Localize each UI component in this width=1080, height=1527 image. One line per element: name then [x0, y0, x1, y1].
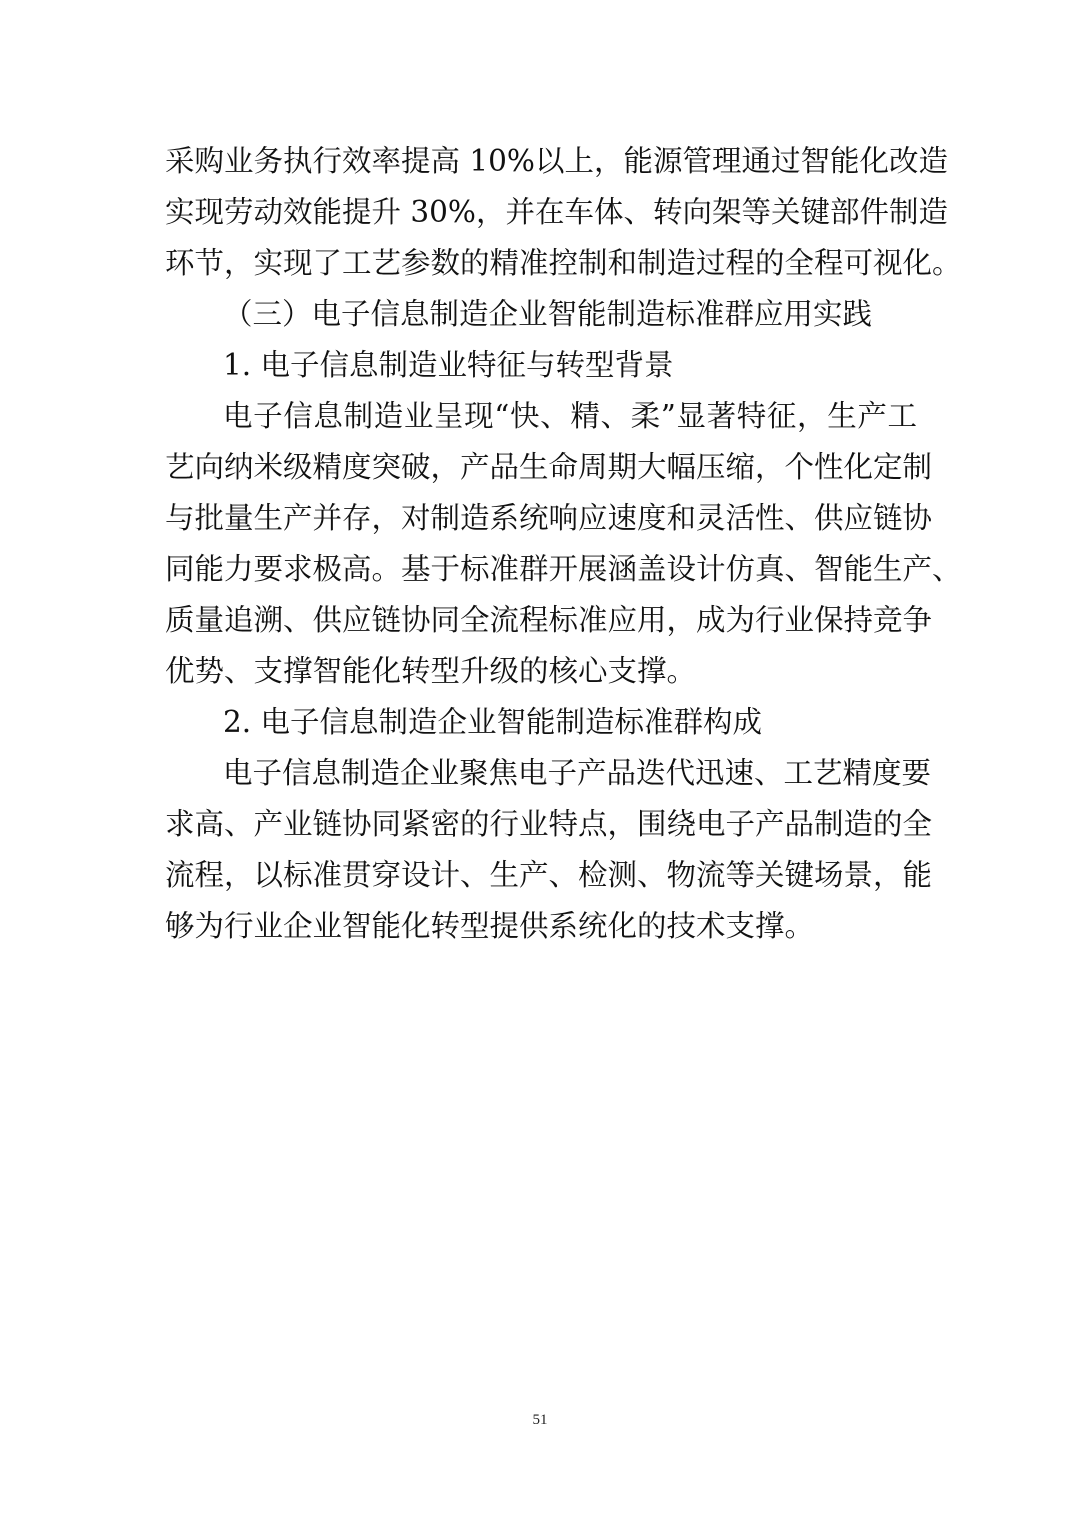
paragraph-line: 够为行业企业智能化转型提供系统化的技术支撑。: [165, 909, 815, 943]
section-heading: （三）电子信息制造企业智能制造标准群应用实践: [223, 297, 873, 331]
paragraph-line: 电子信息制造企业聚焦电子产品迭代迅速、工艺精度要: [223, 756, 932, 790]
paragraph-line: 艺向纳米级精度突破，产品生命周期大幅压缩，个性化定制: [165, 450, 933, 484]
paragraph-line: 质量追溯、供应链协同全流程标准应用，成为行业保持竞争: [165, 603, 933, 637]
body-text: [165, 136, 962, 952]
paragraph-line: 求高、产业链协同紧密的行业特点，围绕电子产品制造的全: [165, 807, 933, 841]
subsection-heading: 2. 电子信息制造企业智能制造标准群构成: [223, 705, 763, 739]
page-number: 51: [532, 1412, 548, 1428]
paragraph-line: 电子信息制造业呈现“快、精、柔”显著特征，生产工: [223, 399, 917, 433]
paragraph-line: 实现劳动效能提升 30%，并在车体、转向架等关键部件制造: [165, 195, 948, 229]
paragraph-line: 优势、支撑智能化转型升级的核心支撑。: [165, 654, 697, 688]
paragraph-line: 与批量生产并存，对制造系统响应速度和灵活性、供应链协: [165, 501, 933, 535]
paragraph-line: 同能力要求极高。基于标准群开展涵盖设计仿真、智能生产、: [165, 552, 962, 586]
subsection-heading: 1. 电子信息制造业特征与转型背景: [223, 348, 674, 382]
paragraph-line: 流程，以标准贯穿设计、生产、检测、物流等关键场景，能: [165, 858, 933, 892]
paragraph-line: 采购业务执行效率提高 10%以上，能源管理通过智能化改造: [165, 144, 948, 178]
paragraph-line: 环节，实现了工艺参数的精准控制和制造过程的全程可视化。: [165, 246, 962, 280]
